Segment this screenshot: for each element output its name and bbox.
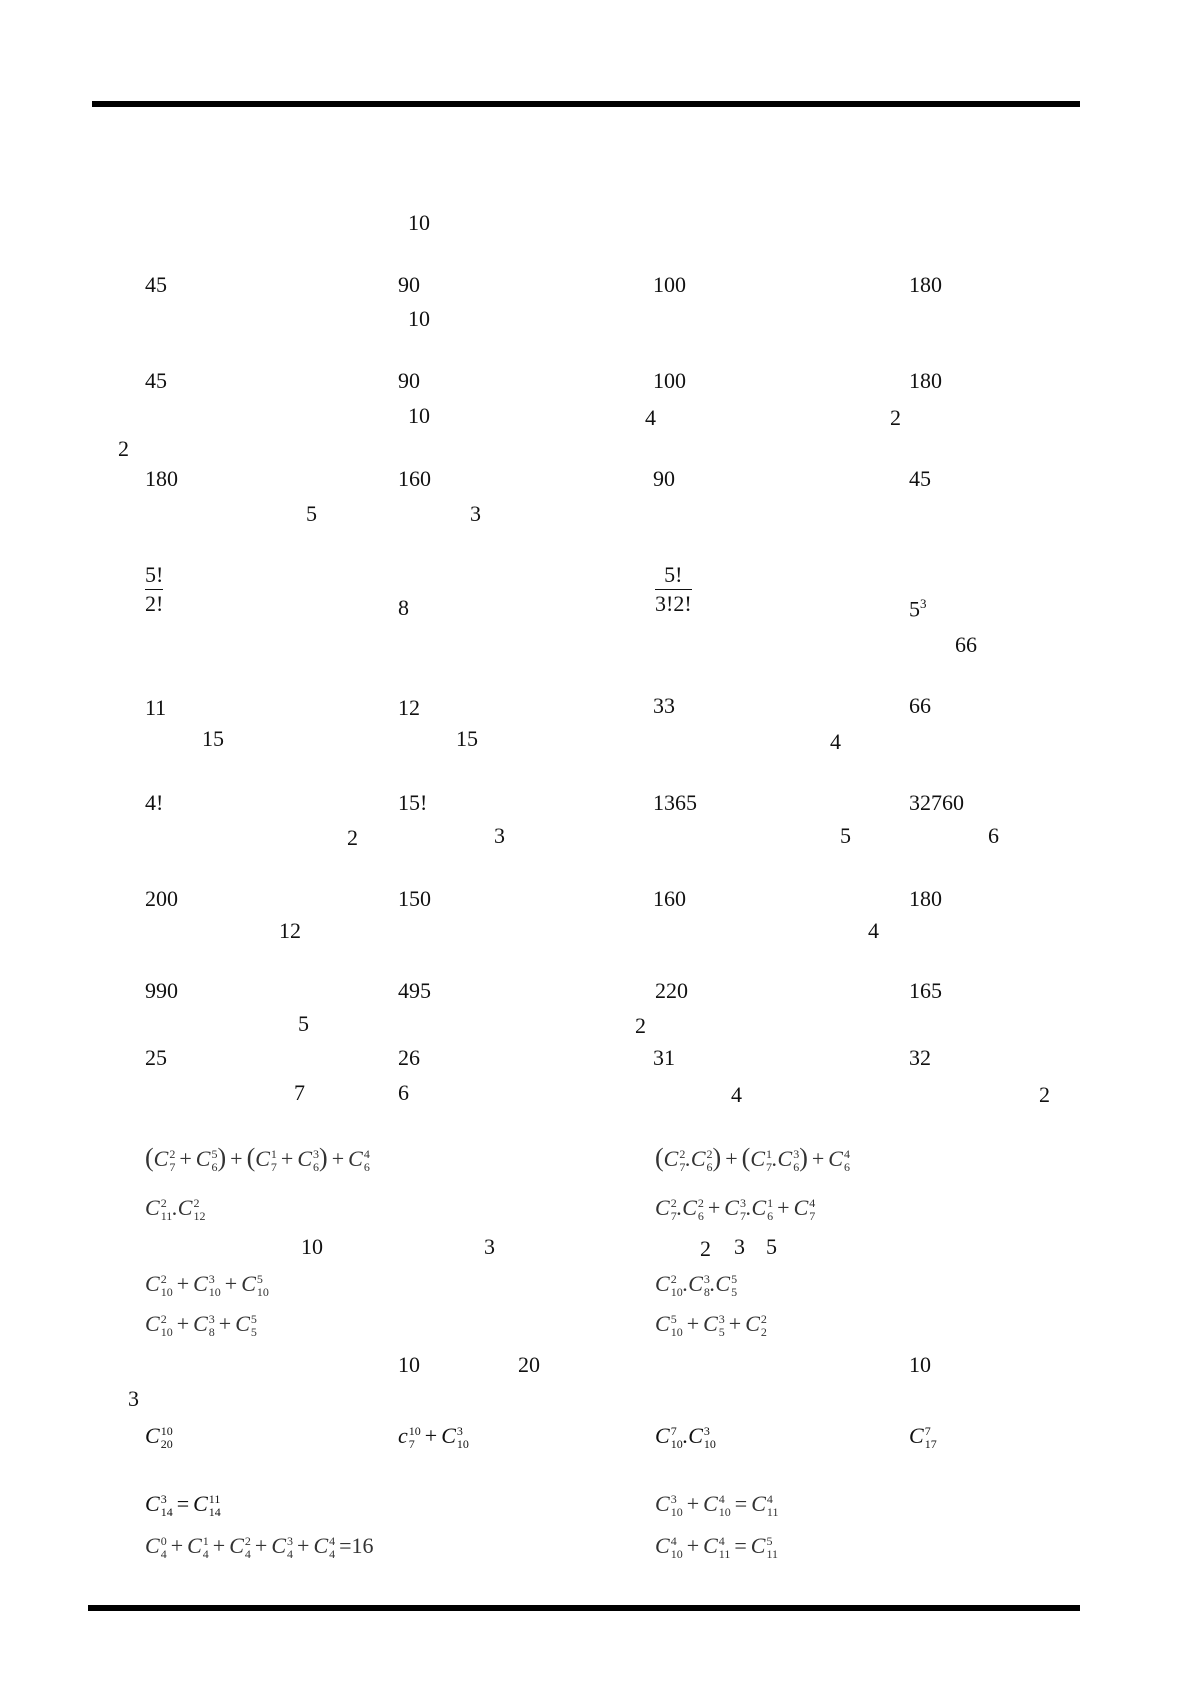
q8-stem-num: 12 (279, 918, 301, 943)
q6-option-c: 1365 (653, 790, 697, 815)
q12-stem-num: 3 (128, 1386, 139, 1411)
q3-stem-num: 2 (118, 436, 129, 461)
power-base: 5 (909, 596, 920, 622)
q12-option-b-formula: c 10 7 + C 3 10 (398, 1423, 469, 1451)
q8-option-b: 495 (398, 978, 431, 1003)
q5-stem-num: 66 (955, 632, 977, 657)
q4-option-c-fraction (655, 563, 692, 615)
q6-option-d: 32760 (909, 790, 964, 815)
q1-stem-num: 10 (408, 210, 430, 235)
q3-option-b: 160 (398, 466, 431, 491)
q1-option-a: 45 (145, 272, 167, 297)
header-rule (92, 101, 1080, 107)
q11-option-b-formula: C 2 10 .C 3 8 .C 5 5 (655, 1271, 738, 1299)
q13-statement-d: C 4 10 + C 4 11 = C 5 11 (655, 1533, 779, 1561)
fraction-denominator: 3!2! (655, 591, 692, 617)
q5-option-a: 11 (145, 695, 167, 720)
q7-stem-num: 6 (988, 823, 999, 848)
q12-stem-num: 10 (398, 1352, 420, 1377)
q8-option-d: 165 (909, 978, 942, 1003)
q7-stem-num: 3 (494, 823, 505, 848)
q6-option-b: 15! (398, 790, 428, 815)
q11-stem-num: 2 (700, 1236, 711, 1261)
q6-stem-num: 15 (456, 726, 478, 751)
q11-stem-num: 3 (734, 1234, 745, 1259)
fraction-bar (655, 589, 692, 590)
q5-option-c: 33 (653, 693, 675, 718)
q10-option-c-formula: C 2 11 .C 2 12 (145, 1195, 206, 1223)
q13-statement-a: C 3 14 = C 11 14 (145, 1491, 221, 1519)
q10-stem-num: 2 (1039, 1082, 1050, 1107)
q4-option-b: 8 (398, 595, 409, 620)
q10-option-a-formula: (C 2 7 + C 5 6 ) + (C 1 7 + C 3 6 ) + C 4 6 (145, 1143, 370, 1174)
q10-stem-num: 4 (731, 1082, 742, 1107)
q1-option-b: 90 (398, 272, 420, 297)
fraction-bar (145, 589, 163, 590)
q11-stem-num: 10 (301, 1234, 323, 1259)
q7-stem-num: 2 (347, 825, 358, 850)
q3-option-a: 180 (145, 466, 178, 491)
q11-option-d-formula: C 5 10 + C 3 5 + C 2 2 (655, 1311, 767, 1339)
q10-stem-num: 6 (398, 1080, 409, 1105)
q10-option-d-formula: C 2 7 .C 2 6 + C 3 7 .C 1 6 + C 4 7 (655, 1195, 816, 1223)
q11-option-c-formula: C 2 10 + C 3 8 + C 5 5 (145, 1311, 257, 1339)
q1-option-d: 180 (909, 272, 942, 297)
q9-option-d: 32 (909, 1045, 931, 1070)
q4-option-a-fraction (145, 563, 163, 615)
power-exponent: 3 (920, 596, 927, 611)
q2-option-b: 90 (398, 368, 420, 393)
q5-option-b: 12 (398, 695, 420, 720)
q8-stem-num: 4 (868, 918, 879, 943)
q1-option-c: 100 (653, 272, 686, 297)
q10-option-b-formula: (C 2 7 .C 2 6 ) + (C 1 7 .C 3 6 ) + C 4 6 (655, 1143, 850, 1174)
q3-option-c: 90 (653, 466, 675, 491)
q3-option-d: 45 (909, 466, 931, 491)
q3-stem-num: 10 (408, 403, 430, 428)
equals-sixteen: =16 (339, 1533, 374, 1558)
q9-stem-num: 5 (298, 1011, 309, 1036)
q13-statement-b: C 3 10 + C 4 10 = C 4 11 (655, 1491, 779, 1519)
q6-stem-num: 15 (202, 726, 224, 751)
footer-rule (88, 1605, 1080, 1611)
q6-stem-num: 4 (830, 729, 841, 754)
q11-option-a-formula: C 2 10 + C 3 10 + C 5 10 (145, 1271, 269, 1299)
q12-option-a-formula: C 10 20 (145, 1423, 173, 1451)
q2-option-c: 100 (653, 368, 686, 393)
q2-option-a: 45 (145, 368, 167, 393)
q2-stem-num: 10 (408, 306, 430, 331)
q13-statement-c: C 0 4 + C 1 4 + C 2 4 + C 3 4 + C 4 4 =16 (145, 1533, 374, 1561)
q12-option-d-formula: C 7 17 (909, 1423, 937, 1451)
q5-option-d: 66 (909, 693, 931, 718)
q11-stem-num: 5 (766, 1234, 777, 1259)
q9-option-c: 31 (653, 1045, 675, 1070)
q8-option-c: 220 (655, 978, 688, 1003)
q3-stem-num: 4 (645, 405, 656, 430)
q4-stem-num: 3 (470, 501, 481, 526)
q7-stem-num: 5 (840, 823, 851, 848)
fraction-numerator: 5! (145, 562, 164, 587)
q8-option-a: 990 (145, 978, 178, 1003)
q10-stem-num: 7 (294, 1080, 305, 1105)
q4-stem-num: 5 (306, 501, 317, 526)
q3-stem-num: 2 (890, 405, 901, 430)
q4-option-d (909, 597, 927, 620)
q11-stem-num: 3 (484, 1234, 495, 1259)
q9-stem-num: 2 (635, 1013, 646, 1038)
q7-option-c: 160 (653, 886, 686, 911)
q12-option-c-formula: C 7 10 .C 3 10 (655, 1423, 716, 1451)
q9-option-a: 25 (145, 1045, 167, 1070)
q12-stem-num: 10 (909, 1352, 931, 1377)
q7-option-d: 180 (909, 886, 942, 911)
fraction-denominator: 2! (145, 591, 164, 617)
q7-option-b: 150 (398, 886, 431, 911)
fraction-numerator: 5! (664, 562, 683, 587)
q9-option-b: 26 (398, 1045, 420, 1070)
q7-option-a: 200 (145, 886, 178, 911)
q12-stem-num: 20 (518, 1352, 540, 1377)
q2-option-d: 180 (909, 368, 942, 393)
q6-option-a: 4! (145, 790, 164, 815)
